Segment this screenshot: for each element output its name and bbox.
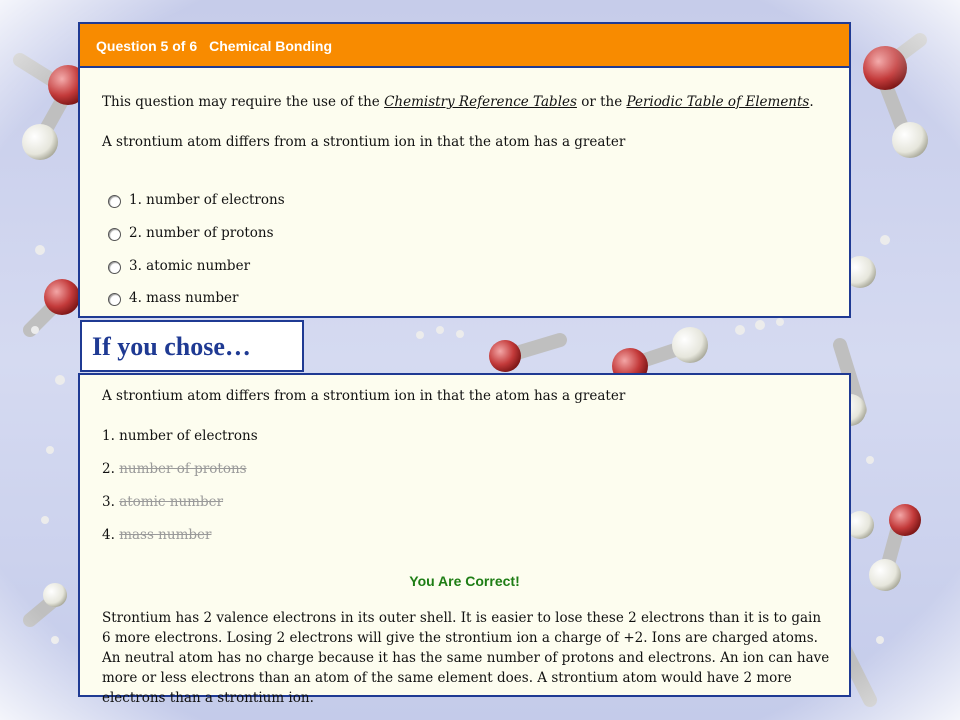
question-number: Question 5 of 6 xyxy=(96,38,198,54)
struck-option-text: atomic number xyxy=(119,494,224,510)
if-you-chose-label: If you chose… xyxy=(80,320,304,372)
radio-button[interactable] xyxy=(108,261,121,274)
eliminated-option-2 xyxy=(102,461,247,477)
option-number: 3. xyxy=(102,494,115,510)
result-message: You Are Correct! xyxy=(409,573,520,589)
option-label: 1. number of electrons xyxy=(129,192,285,208)
radio-button[interactable] xyxy=(108,293,121,306)
reference-prefix: This question may require the use of the xyxy=(102,94,380,110)
struck-option-text: mass number xyxy=(119,527,212,543)
option-label: 4. mass number xyxy=(129,290,239,306)
periodic-table-link[interactable]: Periodic Table of Elements xyxy=(626,94,810,110)
answer-option-4[interactable] xyxy=(108,290,238,306)
explanation-text: Strontium has 2 valence electrons in its outer shell. It is easier to lose these 2 electrons than it is to gain 6 more electrons. Losing 2 electrons will give the strontium ion a charge of +2. Ions are charged atoms. An neutral atom has no charge because it has the same number of protons and electrons. An ion can have more or less electrons than an atom of the same element does. A strontium atom would have 2 more electrons than a strontium ion. xyxy=(102,610,830,706)
chemistry-reference-tables-link[interactable]: Chemistry Reference Tables xyxy=(384,94,577,110)
eliminated-option-4 xyxy=(102,527,211,543)
answer-stem: A strontium atom differs from a strontium ion in that the atom has a greater xyxy=(102,388,626,404)
question-topic: Chemical Bonding xyxy=(209,38,333,54)
radio-button[interactable] xyxy=(108,228,121,241)
answer-option-2[interactable] xyxy=(108,225,274,241)
correct-option: 1. number of electrons xyxy=(102,428,258,444)
eliminated-option-3 xyxy=(102,494,223,510)
answer-option-1[interactable] xyxy=(108,192,285,208)
question-panel xyxy=(78,22,851,318)
option-label: 3. atomic number xyxy=(129,258,251,274)
question-header xyxy=(80,24,849,68)
question-stem: A strontium atom differs from a strontium ion in that the atom has a greater xyxy=(102,134,626,150)
option-number: 2. xyxy=(102,461,115,477)
option-label: 2. number of protons xyxy=(129,225,274,241)
answer-option-3[interactable] xyxy=(108,258,250,274)
answer-feedback-panel xyxy=(78,373,851,706)
reference-note xyxy=(102,94,814,110)
reference-middle: or the xyxy=(581,94,623,110)
radio-button[interactable] xyxy=(108,195,121,208)
reference-suffix: . xyxy=(809,94,814,110)
option-number: 4. xyxy=(102,527,115,543)
struck-option-text: number of protons xyxy=(119,461,247,477)
